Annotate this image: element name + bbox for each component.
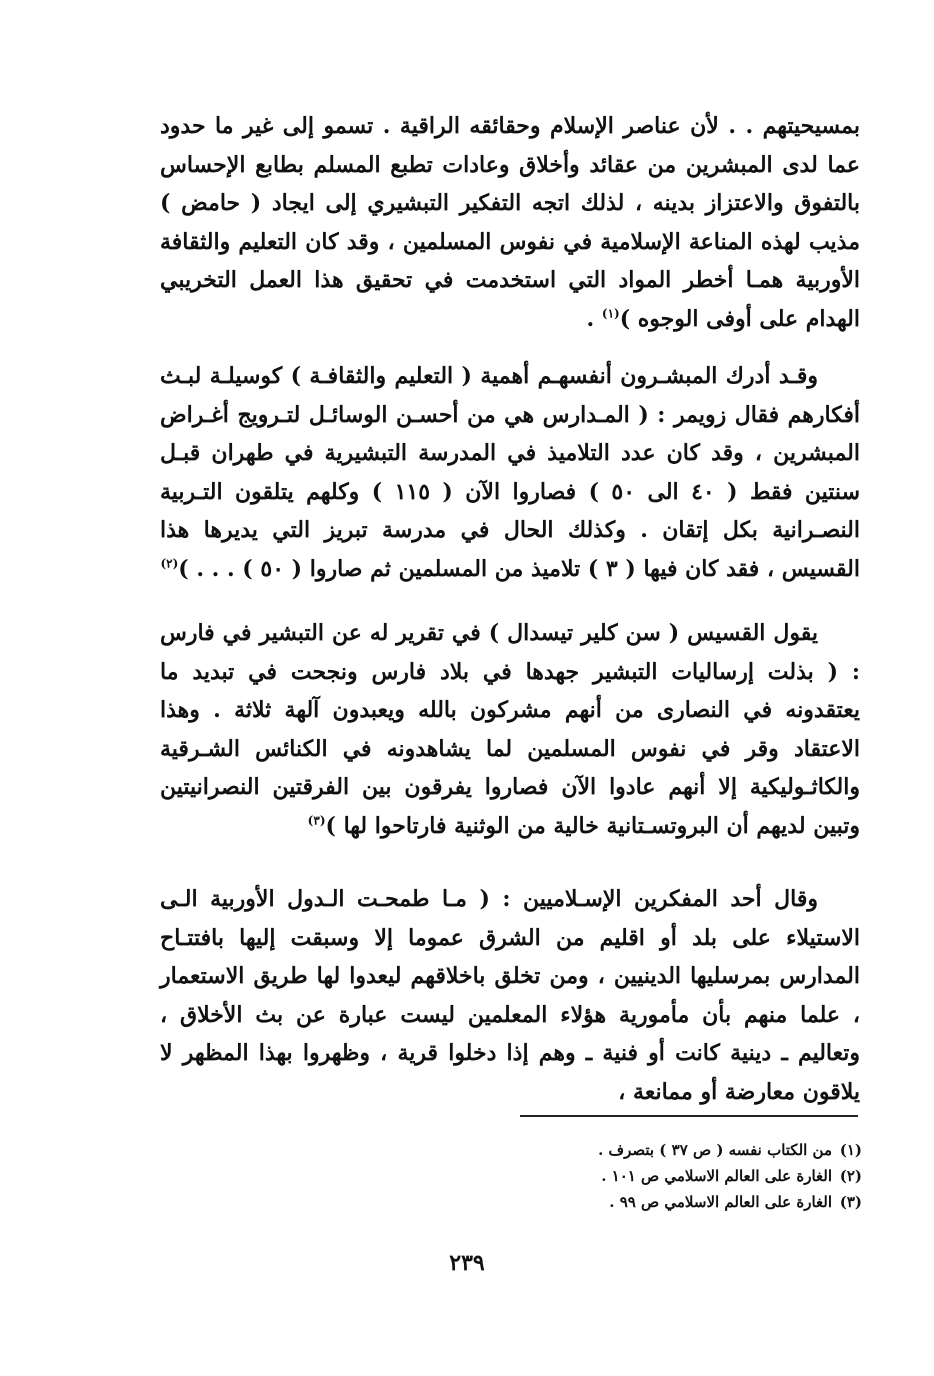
footnote-item: [162, 1189, 862, 1215]
paragraph-2: [160, 357, 860, 588]
paragraph-3-text: يقول القسيس ( سن كلير تيسدال ) في تقرير له عن التبشير في فارس : ( بذلت إرساليات التبشير جهدها في بلاد فارس ونجحت في تبديد ما يعتقدونه في النصارى من أنهم مشركون بالله ويعبدون آلهة ثلاثة . وهذا الاعتقاد وقر في نفوس المسلمين لما يشاهدونه في الكنائس الشـرقية والكاثـوليكية إلا أنهم عادوا الآن فصاروا يفرقون بين الفرقتين النصرانيتين وتبين لديهم أن البروتسـتانية خالية من الوثنية فارتاحوا لها ): [160, 620, 860, 839]
footnote-ref-1: (١): [601, 306, 620, 321]
footnotes: [162, 1137, 862, 1215]
paragraph-3: [160, 614, 860, 845]
footnote-item: [162, 1137, 862, 1163]
paragraph-2-text: وقـد أدرك المبشـرون أنفسهـم أهمية ( التعليم والثقافـة ) كوسيلـة لبـث أفكارهم فقال زويمر : ( المـدارس هي من أحسـن الوسائـل لتـرويج أغـراض المبشرين ، وقد كان عدد التلاميذ في المدرسة التبشيرية في طهران قبـل سنتين فقط ( ٤٠ الى ٥٠ ) فصاروا الآن ( ١١٥ ) وكلهم يتلقون التـربية النصـرانية بكل إتقان . وكذلك الحال في مدرسة تبريز التي يديرها هذا القسيس ، فقد كان فيها ( ٣ ) تلاميذ من المسلمين ثم صاروا ( ٥٠ ) . . . ): [160, 363, 861, 582]
paragraph-1-text: بمسيحيتهم . . لأن عناصر الإسلام وحقائقه الراقية . تسمو إلى غير ما حدود عما لدى المبشرين من عقائد وأخلاق وعادات تطبع المسلم بطابع الإحساس بالتفوق والاعتزاز بدينه ، لذلك اتجه التفكير التبشيري إلى ايجاد ( حامض ) مذيب لهذه المناعة الإسلامية في نفوس المسلمين ، وقد كان التعليم والثقافة الأوربية همـا أخطر المواد التي استخدمت في تحقيق هذا العمل التخريبي الهدام على أوفى الوجوه ): [160, 113, 860, 332]
footnote-number: (١): [839, 1141, 862, 1159]
footnote-divider: [520, 1115, 858, 1117]
footnote-number: (٢): [839, 1167, 862, 1185]
footnote-text: من الكتاب نفسه ( ص ٣٧ ) بتصرف .: [598, 1141, 832, 1159]
footnote-item: [162, 1163, 862, 1189]
footnote-ref-3: (٣): [307, 813, 326, 828]
page-number: ٢٣٩: [449, 1250, 485, 1276]
paragraph-4: [160, 880, 860, 1111]
footnote-number: (٣): [839, 1193, 862, 1211]
paragraph-1: [160, 107, 860, 338]
footnote-text: الغارة على العالم الاسلامي ص ١٠١ .: [601, 1167, 832, 1185]
paragraph-1-end: .: [586, 305, 602, 332]
footnote-text: الغارة على العالم الاسلامي ص ٩٩ .: [609, 1193, 832, 1211]
footnote-ref-2: (٢): [160, 556, 179, 571]
paragraph-4-text: وقال أحد المفكرين الإسـلاميين : ( مـا طمحـت الـدول الأوربية الـى الاستيلاء على بلد أو اقليم من الشرق عموما إلا وسبقت إليها بافتتـاح المدارس بمرسليها الدينيين ، ومن تخلق باخلاقهم ليعدوا لها طريق الاستعمار ، علما منهم بأن مأمورية هؤلاء المعلمين ليست عبارة عن بث الأخلاق ، وتعاليم ـ دينية كانت أو فنية ـ وهم إذا دخلوا قرية ، وظهروا بهذا المظهر لا يلاقون معارضة أو ممانعة ،: [160, 886, 860, 1105]
